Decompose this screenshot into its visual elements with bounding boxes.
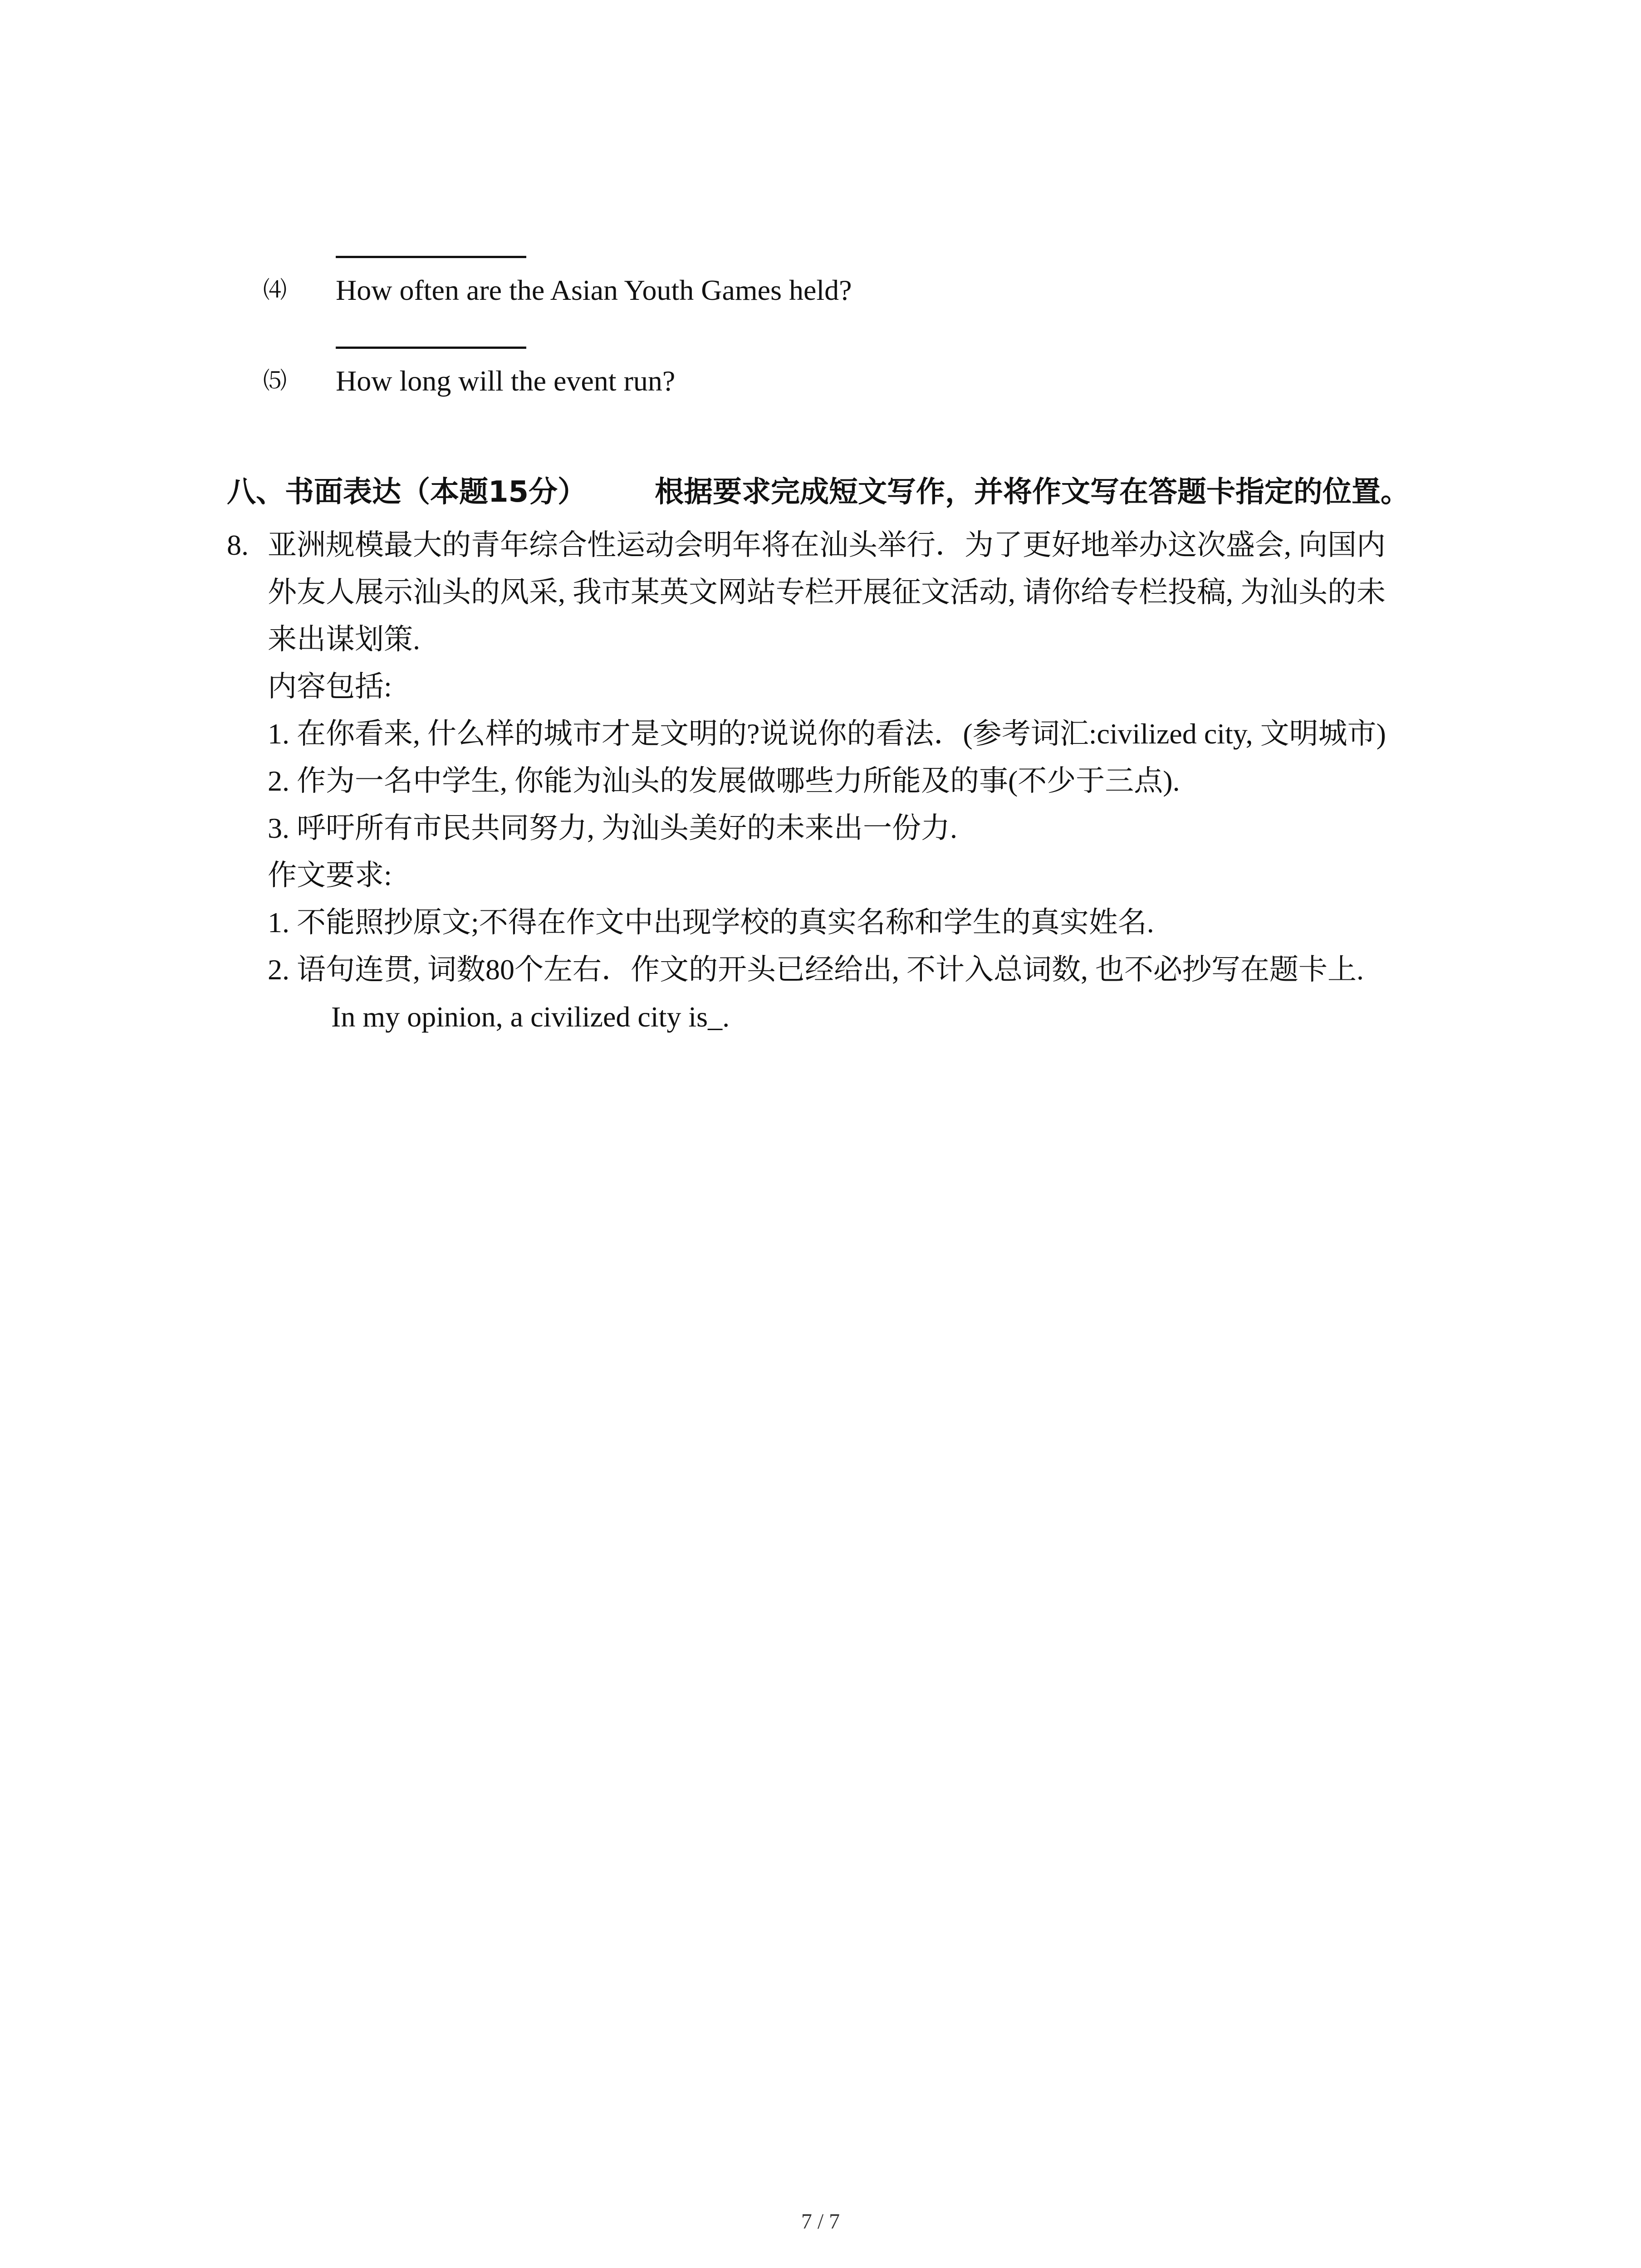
page-number: 7 / 7 bbox=[801, 2209, 840, 2234]
answer-blank bbox=[336, 256, 526, 258]
question-text: How long will the event run? bbox=[336, 365, 676, 397]
content-heading: 内容包括: bbox=[268, 670, 392, 703]
answer-blank bbox=[336, 347, 526, 349]
question-text: How often are the Asian Youth Games held? bbox=[336, 274, 852, 306]
content-point: 2. 作为一名中学生, 你能为汕头的发展做哪些力所能及的事(不少于三点). bbox=[268, 765, 1180, 797]
content-point: 3. 呼吁所有市民共同努力, 为汕头美好的未来出一份力. bbox=[268, 812, 957, 844]
prompt-line: 亚洲规模最大的青年综合性运动会明年将在汕头举行．为了更好地举办这次盛会, 向国内 bbox=[268, 529, 1386, 561]
question-number: ⑸ bbox=[263, 367, 287, 395]
prompt-line: 外友人展示汕头的风采, 我市某英文网站专栏开展征文活动, 请你给专栏投稿, 为汕头的未 bbox=[268, 576, 1386, 608]
requirement: 2. 语句连贯, 词数80个左右．作文的开头已经给出, 不计入总词数, 也不必抄写在题卡上. bbox=[268, 953, 1364, 986]
section-instruction: 根据要求完成短文写作，并将作文写在答题卡指定的位置。 bbox=[655, 475, 1410, 509]
section-heading bbox=[227, 472, 1452, 513]
writing-task bbox=[227, 522, 1461, 1041]
content-point: 1. 在你看来, 什么样的城市才是文明的?说说你的看法．(参考词汇:civilized city, 文明城市) bbox=[268, 718, 1386, 750]
question-number: ⑷ bbox=[263, 277, 287, 304]
prompt-line: 来出谋划策. bbox=[268, 623, 420, 655]
item-body bbox=[268, 522, 1461, 1041]
essay-opening: In my opinion, a civilized city is_. bbox=[331, 1001, 730, 1033]
requirement: 1. 不能照抄原文;不得在作文中出现学校的真实名称和学生的真实姓名. bbox=[268, 906, 1154, 938]
section-title: 八、书面表达（本题15分） bbox=[227, 475, 587, 509]
item-number: 8. bbox=[227, 529, 249, 561]
requirements-heading: 作文要求: bbox=[268, 859, 392, 891]
